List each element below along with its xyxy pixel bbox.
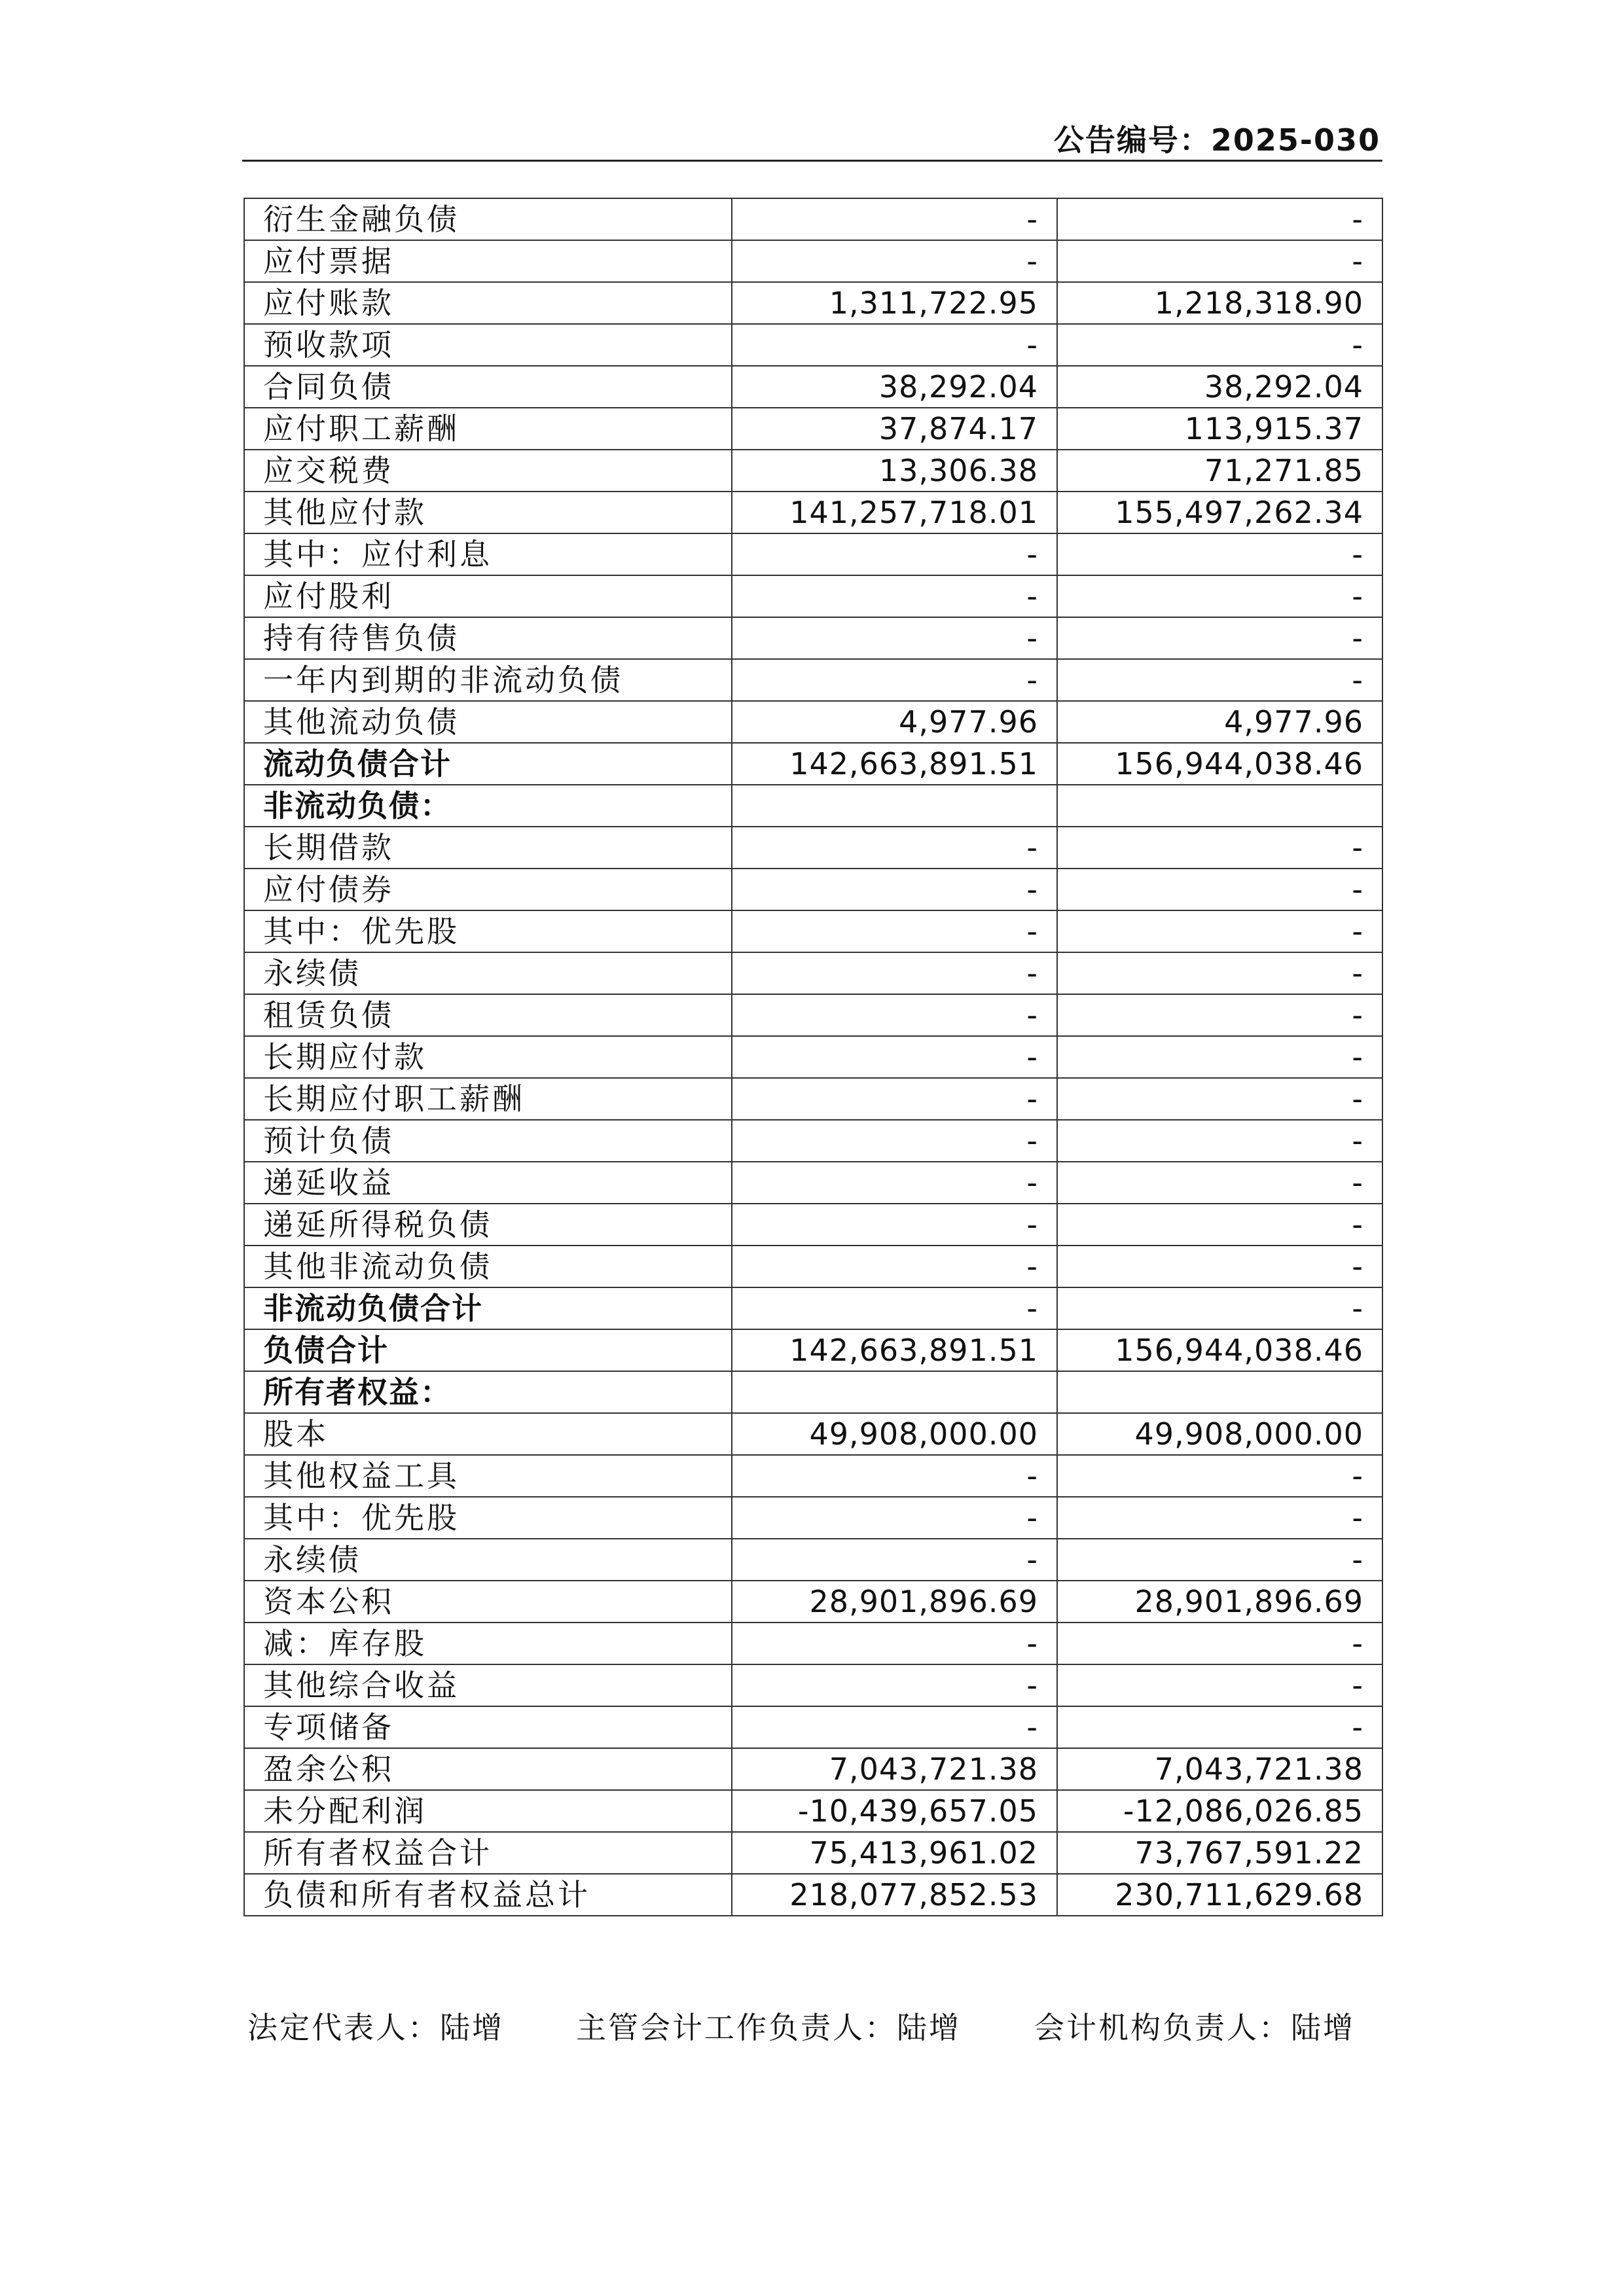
row-label: 一年内到期的非流动负债	[244, 659, 732, 701]
table-row	[244, 1204, 1382, 1246]
table-row	[244, 324, 1382, 366]
table-row	[244, 575, 1382, 617]
row-value-period-1: -	[732, 1287, 1057, 1329]
table-row	[244, 1246, 1382, 1287]
row-label: 非流动负债：	[244, 785, 732, 827]
row-value-period-1: -	[732, 1162, 1057, 1204]
row-value-period-2: -	[1057, 659, 1382, 701]
row-value-period-2: 73,767,591.22	[1057, 1832, 1382, 1874]
table-row	[244, 1706, 1382, 1748]
row-value-period-1: 142,663,891.51	[732, 1329, 1057, 1371]
row-value-period-1: -	[732, 1078, 1057, 1120]
row-value-period-1: 7,043,721.38	[732, 1748, 1057, 1790]
row-value-period-1: -	[732, 1623, 1057, 1664]
table-row	[244, 617, 1382, 659]
row-value-period-2: -	[1057, 910, 1382, 952]
row-label: 负债和所有者权益总计	[244, 1874, 732, 1916]
row-value-period-1: 28,901,896.69	[732, 1581, 1057, 1623]
row-label: 其他权益工具	[244, 1455, 732, 1497]
table-row	[244, 240, 1382, 282]
row-label: 未分配利润	[244, 1790, 732, 1832]
row-value-period-1: -	[732, 869, 1057, 910]
row-value-period-2: -	[1057, 1078, 1382, 1120]
row-label: 所有者权益：	[244, 1371, 732, 1413]
row-value-period-1: -10,439,657.05	[732, 1790, 1057, 1832]
row-label: 合同负债	[244, 366, 732, 408]
row-value-period-2: 38,292.04	[1057, 366, 1382, 408]
row-value-period-2: -	[1057, 952, 1382, 994]
row-value-period-2: -	[1057, 1036, 1382, 1078]
row-value-period-1: 38,292.04	[732, 366, 1057, 408]
row-value-period-2: -	[1057, 869, 1382, 910]
row-value-period-2: 155,497,262.34	[1057, 492, 1382, 533]
row-value-period-1: -	[732, 659, 1057, 701]
row-value-period-2: -	[1057, 1497, 1382, 1539]
row-value-period-1: 142,663,891.51	[732, 743, 1057, 785]
row-value-period-1: -	[732, 1120, 1057, 1162]
row-label: 应付债券	[244, 869, 732, 910]
row-value-period-2: 71,271.85	[1057, 450, 1382, 492]
row-value-period-1: -	[732, 324, 1057, 366]
table-row	[244, 1539, 1382, 1581]
row-value-period-1: 37,874.17	[732, 408, 1057, 450]
table-row	[244, 1036, 1382, 1078]
row-label: 衍生金融负债	[244, 198, 732, 240]
row-value-period-2: 156,944,038.46	[1057, 743, 1382, 785]
row-value-period-1: -	[732, 617, 1057, 659]
row-label: 应付股利	[244, 575, 732, 617]
row-label: 其中：优先股	[244, 1497, 732, 1539]
row-value-period-2: -	[1057, 1664, 1382, 1706]
accounting-org-head: 会计机构负责人：陆增	[1034, 2010, 1355, 2045]
row-label: 非流动负债合计	[244, 1287, 732, 1329]
table-row	[244, 408, 1382, 450]
row-value-period-2: -	[1057, 1120, 1382, 1162]
row-value-period-2: -	[1057, 1455, 1382, 1497]
row-label: 永续债	[244, 1539, 732, 1581]
row-value-period-1	[732, 785, 1057, 827]
table-row	[244, 994, 1382, 1036]
table-row	[244, 1287, 1382, 1329]
table-row	[244, 1832, 1382, 1874]
table-row	[244, 1413, 1382, 1455]
row-label: 长期借款	[244, 827, 732, 869]
row-value-period-2: -	[1057, 1539, 1382, 1581]
row-value-period-1: -	[732, 1246, 1057, 1287]
row-label: 递延所得税负债	[244, 1204, 732, 1246]
row-label: 持有待售负债	[244, 617, 732, 659]
row-label: 应付职工薪酬	[244, 408, 732, 450]
row-label: 负债合计	[244, 1329, 732, 1371]
row-value-period-2: 4,977.96	[1057, 701, 1382, 743]
row-value-period-2: 28,901,896.69	[1057, 1581, 1382, 1623]
row-label: 租赁负债	[244, 994, 732, 1036]
table-row	[244, 198, 1382, 240]
row-label: 递延收益	[244, 1162, 732, 1204]
row-value-period-2: -	[1057, 617, 1382, 659]
row-value-period-1: -	[732, 533, 1057, 575]
row-label: 其他非流动负债	[244, 1246, 732, 1287]
row-value-period-2: -	[1057, 1162, 1382, 1204]
table-row	[244, 701, 1382, 743]
row-value-period-1: 49,908,000.00	[732, 1413, 1057, 1455]
table-row	[244, 1874, 1382, 1916]
row-label: 永续债	[244, 952, 732, 994]
row-value-period-1: -	[732, 827, 1057, 869]
table-row	[244, 1581, 1382, 1623]
legal-representative: 法定代表人：陆增	[247, 2010, 504, 2045]
table-row	[244, 366, 1382, 408]
row-value-period-2	[1057, 1371, 1382, 1413]
table-row	[244, 282, 1382, 324]
header-divider	[242, 160, 1382, 162]
row-value-period-1: 75,413,961.02	[732, 1832, 1057, 1874]
table-row	[244, 1329, 1382, 1371]
balance-sheet-table	[244, 198, 1383, 1916]
table-row	[244, 659, 1382, 701]
table-row	[244, 1623, 1382, 1664]
row-label: 长期应付职工薪酬	[244, 1078, 732, 1120]
table-row	[244, 743, 1382, 785]
row-value-period-2: 113,915.37	[1057, 408, 1382, 450]
row-label: 资本公积	[244, 1581, 732, 1623]
row-value-period-1: -	[732, 1539, 1057, 1581]
row-value-period-1	[732, 1371, 1057, 1413]
row-value-period-1: 1,311,722.95	[732, 282, 1057, 324]
table-row	[244, 1455, 1382, 1497]
table-row	[244, 1664, 1382, 1706]
row-value-period-1: -	[732, 1036, 1057, 1078]
row-value-period-2: -	[1057, 1204, 1382, 1246]
row-value-period-1: -	[732, 994, 1057, 1036]
row-value-period-2: -12,086,026.85	[1057, 1790, 1382, 1832]
row-value-period-1: -	[732, 1497, 1057, 1539]
table-row	[244, 1162, 1382, 1204]
table-row	[244, 1790, 1382, 1832]
table-row	[244, 450, 1382, 492]
row-label: 所有者权益合计	[244, 1832, 732, 1874]
row-value-period-2: -	[1057, 575, 1382, 617]
row-value-period-1: 4,977.96	[732, 701, 1057, 743]
row-value-period-1: -	[732, 1664, 1057, 1706]
row-label: 应付票据	[244, 240, 732, 282]
row-value-period-2: 230,711,629.68	[1057, 1874, 1382, 1916]
row-value-period-1: 218,077,852.53	[732, 1874, 1057, 1916]
table-row	[244, 492, 1382, 533]
row-label: 流动负债合计	[244, 743, 732, 785]
table-row	[244, 952, 1382, 994]
row-value-period-2: 1,218,318.90	[1057, 282, 1382, 324]
row-value-period-1: 13,306.38	[732, 450, 1057, 492]
row-label: 股本	[244, 1413, 732, 1455]
row-value-period-1: -	[732, 910, 1057, 952]
table-row	[244, 910, 1382, 952]
row-value-period-1: 141,257,718.01	[732, 492, 1057, 533]
table-row	[244, 1371, 1382, 1413]
row-value-period-2: -	[1057, 533, 1382, 575]
row-label: 其他流动负债	[244, 701, 732, 743]
row-value-period-1: -	[732, 1204, 1057, 1246]
table-row	[244, 1078, 1382, 1120]
row-label: 应付账款	[244, 282, 732, 324]
row-label: 专项储备	[244, 1706, 732, 1748]
row-value-period-2: -	[1057, 240, 1382, 282]
row-value-period-1: -	[732, 1706, 1057, 1748]
row-value-period-1: -	[732, 198, 1057, 240]
row-value-period-2: -	[1057, 1706, 1382, 1748]
table-row	[244, 533, 1382, 575]
row-value-period-2	[1057, 785, 1382, 827]
notice-number: 公告编号：2025-030	[1053, 122, 1380, 158]
row-label: 其中：优先股	[244, 910, 732, 952]
row-value-period-2: 49,908,000.00	[1057, 1413, 1382, 1455]
row-label: 预收款项	[244, 324, 732, 366]
row-value-period-2: -	[1057, 198, 1382, 240]
row-value-period-2: 156,944,038.46	[1057, 1329, 1382, 1371]
row-label: 其中：应付利息	[244, 533, 732, 575]
table-row	[244, 1120, 1382, 1162]
row-label: 应交税费	[244, 450, 732, 492]
row-label: 盈余公积	[244, 1748, 732, 1790]
table-row	[244, 1497, 1382, 1539]
table-row	[244, 1748, 1382, 1790]
table-row	[244, 827, 1382, 869]
row-value-period-2: -	[1057, 1623, 1382, 1664]
row-value-period-1: -	[732, 1455, 1057, 1497]
row-value-period-1: -	[732, 240, 1057, 282]
row-value-period-2: -	[1057, 1246, 1382, 1287]
row-value-period-2: -	[1057, 827, 1382, 869]
balance-sheet-body	[244, 198, 1382, 1916]
row-label: 减：库存股	[244, 1623, 732, 1664]
row-label: 长期应付款	[244, 1036, 732, 1078]
row-value-period-2: 7,043,721.38	[1057, 1748, 1382, 1790]
row-value-period-1: -	[732, 575, 1057, 617]
row-value-period-2: -	[1057, 324, 1382, 366]
row-value-period-2: -	[1057, 1287, 1382, 1329]
row-value-period-2: -	[1057, 994, 1382, 1036]
table-row	[244, 785, 1382, 827]
row-label: 其他应付款	[244, 492, 732, 533]
row-label: 其他综合收益	[244, 1664, 732, 1706]
row-value-period-1: -	[732, 952, 1057, 994]
accounting-head: 主管会计工作负责人：陆增	[576, 2010, 961, 2045]
table-row	[244, 869, 1382, 910]
row-label: 预计负债	[244, 1120, 732, 1162]
